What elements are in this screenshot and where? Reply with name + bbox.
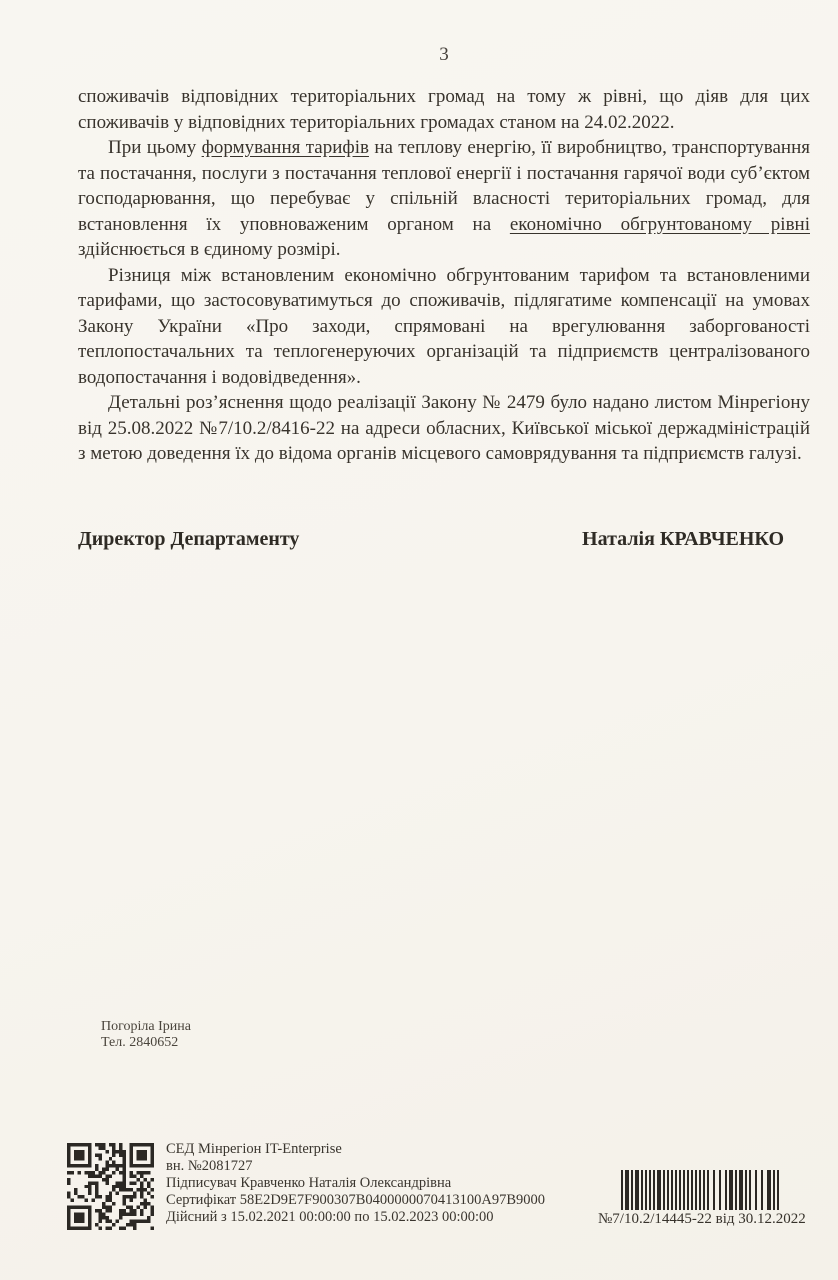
barcode-icon	[621, 1170, 779, 1210]
sed-internal-number: вн. №2081727	[166, 1158, 253, 1174]
signatory-position: Директор Департаменту	[78, 528, 300, 550]
registration-number: №7/10.2/14445-22 від 30.12.2022	[598, 1211, 806, 1227]
sed-system-line: СЕД Мінрегіон IT-Enterprise	[166, 1141, 342, 1157]
sed-validity-line: Дійсний з 15.02.2021 00:00:00 по 15.02.2023 00:00:00	[166, 1209, 494, 1225]
contact-name: Погоріла Ірина	[101, 1019, 191, 1034]
paragraph-consumers: споживачів відповідних територіальних громад на тому ж рівні, що діяв для цих споживачів у відповідних територіальних громадах станом на 24.02.2022.	[78, 86, 810, 133]
document-body	[78, 84, 810, 467]
registration-stamp	[598, 1170, 806, 1228]
page-number: 3	[439, 44, 449, 65]
paragraph-tariff-formation: При цьому формування тарифів на теплову енергію, її виробництво, транспортування та постачання, послуги з постачання теплової енергії і постачання гарячої води суб’єктом господарювання, що перебуває у спільній власності територіальних громад, для встановлення їх уповноваженим органом на економічно обгрунтованому рівні здійснюється в єдиному розмірі.	[78, 137, 810, 260]
sed-signer-line: Підписувач Кравченко Наталія Олександрівна	[166, 1175, 452, 1191]
sed-certificate-line: Сертифікат 58E2D9E7F900307B0400000070413100A97B9000	[166, 1192, 546, 1208]
paragraph-clarifications: Детальні роз’яснення щодо реалізації Закону № 2479 було надано листом Мінрегіону від 25.08.2022 №7/10.2/8416-22 на адреси обласних, Київської міської держадміністрацій з метою доведення їх до відома органів місцевого самоврядування та підприємств галузі.	[78, 392, 810, 464]
signatory-name: Наталія КРАВЧЕНКО	[582, 528, 784, 550]
contact-block	[101, 1019, 191, 1051]
paragraph-tariff-difference: Різниця між встановленим економічно обгрунтованим тарифом та встановленими тарифами, що застосовуватимуться до споживачів, підлягатиме компенсації на умовах Закону України «Про заходи, спрямовані на врегулювання заборгованості теплопостачальних та теплогенеруючих організацій та підприємств централізованого водопостачання і водовідведення».	[78, 264, 810, 388]
qr-code-icon	[67, 1143, 154, 1230]
contact-phone: Тел. 2840652	[101, 1035, 179, 1050]
signature-row	[78, 528, 784, 551]
electronic-signature-block	[166, 1141, 545, 1226]
